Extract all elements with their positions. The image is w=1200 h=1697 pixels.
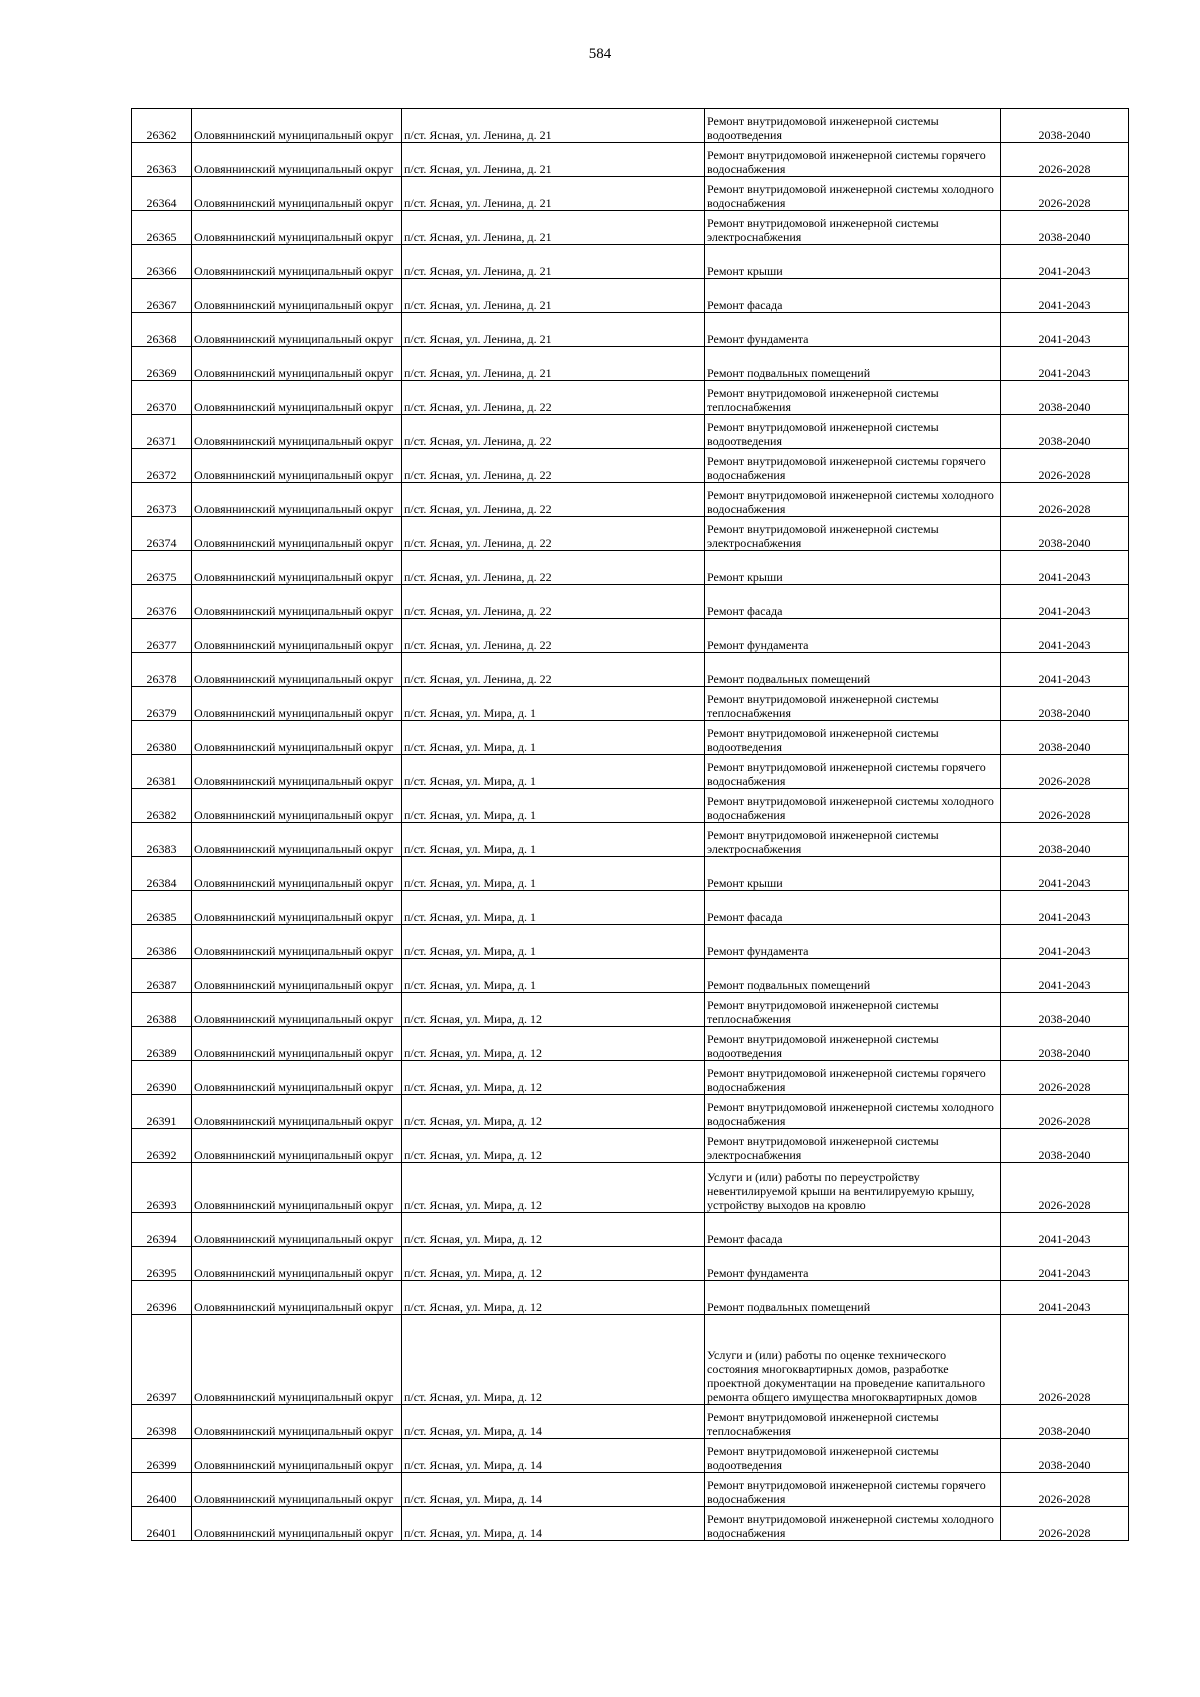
record-number: 26373 bbox=[132, 483, 192, 517]
repair-period: 2041-2043 bbox=[1001, 551, 1129, 585]
building-address: п/ст. Ясная, ул. Мира, д. 12 bbox=[402, 1027, 705, 1061]
repair-period: 2041-2043 bbox=[1001, 585, 1129, 619]
table-row bbox=[132, 517, 1129, 551]
district-name: Оловяннинский муниципальный округ bbox=[192, 177, 402, 211]
work-type: Ремонт фундамента bbox=[705, 925, 1001, 959]
repair-period: 2041-2043 bbox=[1001, 1247, 1129, 1281]
table-row bbox=[132, 415, 1129, 449]
district-name: Оловяннинский муниципальный округ bbox=[192, 483, 402, 517]
repair-period: 2041-2043 bbox=[1001, 925, 1129, 959]
district-name: Оловяннинский муниципальный округ bbox=[192, 1095, 402, 1129]
work-type: Ремонт внутридомовой инженерной системы горячего водоснабжения bbox=[705, 1061, 1001, 1095]
building-address: п/ст. Ясная, ул. Ленина, д. 22 bbox=[402, 449, 705, 483]
district-name: Оловяннинский муниципальный округ bbox=[192, 415, 402, 449]
district-name: Оловяннинский муниципальный округ bbox=[192, 789, 402, 823]
repair-period: 2038-2040 bbox=[1001, 1439, 1129, 1473]
district-name: Оловяннинский муниципальный округ bbox=[192, 517, 402, 551]
repair-period: 2026-2028 bbox=[1001, 789, 1129, 823]
work-type: Ремонт внутридомовой инженерной системы холодного водоснабжения bbox=[705, 483, 1001, 517]
record-number: 26362 bbox=[132, 109, 192, 143]
building-address: п/ст. Ясная, ул. Ленина, д. 21 bbox=[402, 313, 705, 347]
building-address: п/ст. Ясная, ул. Мира, д. 14 bbox=[402, 1507, 705, 1541]
building-address: п/ст. Ясная, ул. Ленина, д. 22 bbox=[402, 381, 705, 415]
record-number: 26398 bbox=[132, 1405, 192, 1439]
record-number: 26401 bbox=[132, 1507, 192, 1541]
table-row bbox=[132, 653, 1129, 687]
district-name: Оловяннинский муниципальный округ bbox=[192, 245, 402, 279]
building-address: п/ст. Ясная, ул. Мира, д. 12 bbox=[402, 1213, 705, 1247]
repair-period: 2026-2028 bbox=[1001, 1061, 1129, 1095]
record-number: 26380 bbox=[132, 721, 192, 755]
table-row bbox=[132, 313, 1129, 347]
record-number: 26391 bbox=[132, 1095, 192, 1129]
record-number: 26400 bbox=[132, 1473, 192, 1507]
district-name: Оловяннинский муниципальный округ bbox=[192, 857, 402, 891]
repair-period: 2041-2043 bbox=[1001, 653, 1129, 687]
building-address: п/ст. Ясная, ул. Мира, д. 1 bbox=[402, 925, 705, 959]
table-row bbox=[132, 245, 1129, 279]
table-row bbox=[132, 857, 1129, 891]
table-row bbox=[132, 551, 1129, 585]
building-address: п/ст. Ясная, ул. Мира, д. 12 bbox=[402, 1129, 705, 1163]
repair-period: 2026-2028 bbox=[1001, 143, 1129, 177]
table-row bbox=[132, 109, 1129, 143]
repair-period: 2038-2040 bbox=[1001, 823, 1129, 857]
table-row bbox=[132, 1061, 1129, 1095]
district-name: Оловяннинский муниципальный округ bbox=[192, 1507, 402, 1541]
district-name: Оловяннинский муниципальный округ bbox=[192, 211, 402, 245]
building-address: п/ст. Ясная, ул. Ленина, д. 21 bbox=[402, 279, 705, 313]
repair-period: 2038-2040 bbox=[1001, 1027, 1129, 1061]
building-address: п/ст. Ясная, ул. Мира, д. 1 bbox=[402, 857, 705, 891]
building-address: п/ст. Ясная, ул. Мира, д. 14 bbox=[402, 1439, 705, 1473]
repair-period: 2026-2028 bbox=[1001, 1163, 1129, 1213]
district-name: Оловяннинский муниципальный округ bbox=[192, 1247, 402, 1281]
building-address: п/ст. Ясная, ул. Мира, д. 1 bbox=[402, 959, 705, 993]
district-name: Оловяннинский муниципальный округ bbox=[192, 959, 402, 993]
table-row bbox=[132, 483, 1129, 517]
table-row bbox=[132, 585, 1129, 619]
record-number: 26389 bbox=[132, 1027, 192, 1061]
table-row bbox=[132, 1247, 1129, 1281]
work-type: Ремонт внутридомовой инженерной системы холодного водоснабжения bbox=[705, 1095, 1001, 1129]
building-address: п/ст. Ясная, ул. Мира, д. 1 bbox=[402, 789, 705, 823]
building-address: п/ст. Ясная, ул. Мира, д. 14 bbox=[402, 1405, 705, 1439]
district-name: Оловяннинский муниципальный округ bbox=[192, 585, 402, 619]
work-type: Ремонт крыши bbox=[705, 857, 1001, 891]
work-type: Ремонт подвальных помещений bbox=[705, 653, 1001, 687]
record-number: 26366 bbox=[132, 245, 192, 279]
record-number: 26388 bbox=[132, 993, 192, 1027]
repair-period: 2026-2028 bbox=[1001, 1507, 1129, 1541]
work-type: Ремонт внутридомовой инженерной системы электроснабжения bbox=[705, 823, 1001, 857]
building-address: п/ст. Ясная, ул. Мира, д. 12 bbox=[402, 1163, 705, 1213]
table-row bbox=[132, 1473, 1129, 1507]
district-name: Оловяннинский муниципальный округ bbox=[192, 823, 402, 857]
building-address: п/ст. Ясная, ул. Ленина, д. 21 bbox=[402, 347, 705, 381]
record-number: 26382 bbox=[132, 789, 192, 823]
record-number: 26376 bbox=[132, 585, 192, 619]
building-address: п/ст. Ясная, ул. Ленина, д. 21 bbox=[402, 245, 705, 279]
work-type: Ремонт внутридомовой инженерной системы горячего водоснабжения bbox=[705, 449, 1001, 483]
record-number: 26364 bbox=[132, 177, 192, 211]
building-address: п/ст. Ясная, ул. Мира, д. 14 bbox=[402, 1473, 705, 1507]
table-row bbox=[132, 347, 1129, 381]
building-address: п/ст. Ясная, ул. Ленина, д. 22 bbox=[402, 551, 705, 585]
district-name: Оловяннинский муниципальный округ bbox=[192, 1163, 402, 1213]
work-type: Ремонт фасада bbox=[705, 585, 1001, 619]
work-type: Ремонт фундамента bbox=[705, 619, 1001, 653]
district-name: Оловяннинский муниципальный округ bbox=[192, 721, 402, 755]
building-address: п/ст. Ясная, ул. Мира, д. 1 bbox=[402, 755, 705, 789]
repair-period: 2038-2040 bbox=[1001, 687, 1129, 721]
work-type: Ремонт крыши bbox=[705, 245, 1001, 279]
repair-period: 2041-2043 bbox=[1001, 619, 1129, 653]
record-number: 26379 bbox=[132, 687, 192, 721]
table-row bbox=[132, 687, 1129, 721]
record-number: 26378 bbox=[132, 653, 192, 687]
repair-period: 2041-2043 bbox=[1001, 347, 1129, 381]
repair-period: 2041-2043 bbox=[1001, 1281, 1129, 1315]
building-address: п/ст. Ясная, ул. Мира, д. 12 bbox=[402, 1281, 705, 1315]
table-row bbox=[132, 891, 1129, 925]
district-name: Оловяннинский муниципальный округ bbox=[192, 1027, 402, 1061]
table-row bbox=[132, 1439, 1129, 1473]
district-name: Оловяннинский муниципальный округ bbox=[192, 993, 402, 1027]
district-name: Оловяннинский муниципальный округ bbox=[192, 1281, 402, 1315]
building-address: п/ст. Ясная, ул. Ленина, д. 21 bbox=[402, 143, 705, 177]
work-type: Ремонт внутридомовой инженерной системы горячего водоснабжения bbox=[705, 1473, 1001, 1507]
work-type: Ремонт подвальных помещений bbox=[705, 1281, 1001, 1315]
record-number: 26372 bbox=[132, 449, 192, 483]
repair-period: 2038-2040 bbox=[1001, 517, 1129, 551]
district-name: Оловяннинский муниципальный округ bbox=[192, 313, 402, 347]
district-name: Оловяннинский муниципальный округ bbox=[192, 1061, 402, 1095]
table-row bbox=[132, 789, 1129, 823]
work-type: Услуги и (или) работы по переустройству невентилируемой крыши на вентилируемую крышу, устройству выходов на кровлю bbox=[705, 1163, 1001, 1213]
district-name: Оловяннинский муниципальный округ bbox=[192, 279, 402, 313]
repair-period: 2038-2040 bbox=[1001, 211, 1129, 245]
page-number: 584 bbox=[588, 46, 612, 62]
repair-period: 2026-2028 bbox=[1001, 1315, 1129, 1405]
building-address: п/ст. Ясная, ул. Ленина, д. 21 bbox=[402, 109, 705, 143]
work-type: Ремонт подвальных помещений bbox=[705, 347, 1001, 381]
district-name: Оловяннинский муниципальный округ bbox=[192, 1405, 402, 1439]
record-number: 26387 bbox=[132, 959, 192, 993]
building-address: п/ст. Ясная, ул. Мира, д. 1 bbox=[402, 891, 705, 925]
district-name: Оловяннинский муниципальный округ bbox=[192, 687, 402, 721]
building-address: п/ст. Ясная, ул. Ленина, д. 22 bbox=[402, 483, 705, 517]
repair-period: 2038-2040 bbox=[1001, 109, 1129, 143]
table-row bbox=[132, 177, 1129, 211]
district-name: Оловяннинский муниципальный округ bbox=[192, 143, 402, 177]
work-type: Ремонт фасада bbox=[705, 1213, 1001, 1247]
record-number: 26369 bbox=[132, 347, 192, 381]
work-type: Ремонт внутридомовой инженерной системы водоотведения bbox=[705, 1027, 1001, 1061]
building-address: п/ст. Ясная, ул. Мира, д. 12 bbox=[402, 1315, 705, 1405]
repair-period: 2038-2040 bbox=[1001, 381, 1129, 415]
repair-period: 2038-2040 bbox=[1001, 993, 1129, 1027]
work-type: Ремонт фасада bbox=[705, 279, 1001, 313]
repair-period: 2038-2040 bbox=[1001, 415, 1129, 449]
repair-period: 2026-2028 bbox=[1001, 449, 1129, 483]
building-address: п/ст. Ясная, ул. Мира, д. 12 bbox=[402, 1095, 705, 1129]
table-row bbox=[132, 925, 1129, 959]
record-number: 26395 bbox=[132, 1247, 192, 1281]
repair-period: 2026-2028 bbox=[1001, 483, 1129, 517]
table-row bbox=[132, 449, 1129, 483]
building-address: п/ст. Ясная, ул. Ленина, д. 22 bbox=[402, 619, 705, 653]
district-name: Оловяннинский муниципальный округ bbox=[192, 653, 402, 687]
building-address: п/ст. Ясная, ул. Ленина, д. 22 bbox=[402, 517, 705, 551]
table-row bbox=[132, 143, 1129, 177]
work-type: Услуги и (или) работы по оценке технического состояния многоквартирных домов, разработке проектной документации на проведение капитального ремонта общего имущества многоквартирных домов bbox=[705, 1315, 1001, 1405]
record-number: 26397 bbox=[132, 1315, 192, 1405]
table-row bbox=[132, 619, 1129, 653]
record-number: 26394 bbox=[132, 1213, 192, 1247]
table-row bbox=[132, 1095, 1129, 1129]
work-type: Ремонт внутридомовой инженерной системы водоотведения bbox=[705, 415, 1001, 449]
repair-period: 2041-2043 bbox=[1001, 959, 1129, 993]
building-address: п/ст. Ясная, ул. Мира, д. 12 bbox=[402, 993, 705, 1027]
table-row bbox=[132, 211, 1129, 245]
record-number: 26368 bbox=[132, 313, 192, 347]
work-type: Ремонт внутридомовой инженерной системы электроснабжения bbox=[705, 1129, 1001, 1163]
district-name: Оловяннинский муниципальный округ bbox=[192, 551, 402, 585]
building-address: п/ст. Ясная, ул. Ленина, д. 22 bbox=[402, 415, 705, 449]
record-number: 26399 bbox=[132, 1439, 192, 1473]
record-number: 26377 bbox=[132, 619, 192, 653]
work-type: Ремонт подвальных помещений bbox=[705, 959, 1001, 993]
district-name: Оловяннинский муниципальный округ bbox=[192, 109, 402, 143]
record-number: 26381 bbox=[132, 755, 192, 789]
district-name: Оловяннинский муниципальный округ bbox=[192, 619, 402, 653]
table-row bbox=[132, 1213, 1129, 1247]
repair-period: 2038-2040 bbox=[1001, 721, 1129, 755]
building-address: п/ст. Ясная, ул. Ленина, д. 22 bbox=[402, 585, 705, 619]
table-row bbox=[132, 381, 1129, 415]
table-row bbox=[132, 1129, 1129, 1163]
repair-period: 2041-2043 bbox=[1001, 279, 1129, 313]
repair-period: 2026-2028 bbox=[1001, 1473, 1129, 1507]
table-row bbox=[132, 993, 1129, 1027]
work-type: Ремонт внутридомовой инженерной системы холодного водоснабжения bbox=[705, 789, 1001, 823]
table-row bbox=[132, 1507, 1129, 1541]
record-number: 26365 bbox=[132, 211, 192, 245]
record-number: 26371 bbox=[132, 415, 192, 449]
building-address: п/ст. Ясная, ул. Ленина, д. 21 bbox=[402, 211, 705, 245]
work-type: Ремонт внутридомовой инженерной системы электроснабжения bbox=[705, 517, 1001, 551]
table-row bbox=[132, 755, 1129, 789]
record-number: 26386 bbox=[132, 925, 192, 959]
building-address: п/ст. Ясная, ул. Ленина, д. 21 bbox=[402, 177, 705, 211]
building-address: п/ст. Ясная, ул. Мира, д. 12 bbox=[402, 1247, 705, 1281]
table-row bbox=[132, 1027, 1129, 1061]
district-name: Оловяннинский муниципальный округ bbox=[192, 1213, 402, 1247]
record-number: 26385 bbox=[132, 891, 192, 925]
record-number: 26374 bbox=[132, 517, 192, 551]
district-name: Оловяннинский муниципальный округ bbox=[192, 381, 402, 415]
district-name: Оловяннинский муниципальный округ bbox=[192, 1315, 402, 1405]
building-address: п/ст. Ясная, ул. Мира, д. 1 bbox=[402, 687, 705, 721]
building-address: п/ст. Ясная, ул. Ленина, д. 22 bbox=[402, 653, 705, 687]
district-name: Оловяннинский муниципальный округ bbox=[192, 347, 402, 381]
record-number: 26396 bbox=[132, 1281, 192, 1315]
work-type: Ремонт внутридомовой инженерной системы теплоснабжения bbox=[705, 381, 1001, 415]
district-name: Оловяннинский муниципальный округ bbox=[192, 891, 402, 925]
registry-table-body bbox=[132, 109, 1129, 1541]
table-row bbox=[132, 721, 1129, 755]
work-type: Ремонт фасада bbox=[705, 891, 1001, 925]
record-number: 26390 bbox=[132, 1061, 192, 1095]
repair-period: 2026-2028 bbox=[1001, 755, 1129, 789]
table-row bbox=[132, 823, 1129, 857]
table-row bbox=[132, 1315, 1129, 1405]
repair-period: 2026-2028 bbox=[1001, 1095, 1129, 1129]
table-row bbox=[132, 959, 1129, 993]
work-type: Ремонт внутридомовой инженерной системы теплоснабжения bbox=[705, 687, 1001, 721]
repair-period: 2041-2043 bbox=[1001, 891, 1129, 925]
table-row bbox=[132, 1405, 1129, 1439]
work-type: Ремонт внутридомовой инженерной системы холодного водоснабжения bbox=[705, 1507, 1001, 1541]
repair-period: 2041-2043 bbox=[1001, 1213, 1129, 1247]
table-row bbox=[132, 1281, 1129, 1315]
record-number: 26363 bbox=[132, 143, 192, 177]
work-type: Ремонт внутридомовой инженерной системы горячего водоснабжения bbox=[705, 143, 1001, 177]
record-number: 26384 bbox=[132, 857, 192, 891]
registry-table bbox=[131, 108, 1129, 1541]
record-number: 26370 bbox=[132, 381, 192, 415]
district-name: Оловяннинский муниципальный округ bbox=[192, 1473, 402, 1507]
work-type: Ремонт внутридомовой инженерной системы теплоснабжения bbox=[705, 993, 1001, 1027]
repair-period: 2041-2043 bbox=[1001, 245, 1129, 279]
district-name: Оловяннинский муниципальный округ bbox=[192, 449, 402, 483]
record-number: 26367 bbox=[132, 279, 192, 313]
repair-period: 2026-2028 bbox=[1001, 177, 1129, 211]
work-type: Ремонт внутридомовой инженерной системы теплоснабжения bbox=[705, 1405, 1001, 1439]
work-type: Ремонт внутридомовой инженерной системы водоотведения bbox=[705, 109, 1001, 143]
record-number: 26383 bbox=[132, 823, 192, 857]
record-number: 26375 bbox=[132, 551, 192, 585]
work-type: Ремонт фундамента bbox=[705, 1247, 1001, 1281]
table-row bbox=[132, 279, 1129, 313]
table-row bbox=[132, 1163, 1129, 1213]
repair-period: 2041-2043 bbox=[1001, 313, 1129, 347]
work-type: Ремонт внутридомовой инженерной системы горячего водоснабжения bbox=[705, 755, 1001, 789]
district-name: Оловяннинский муниципальный округ bbox=[192, 1439, 402, 1473]
district-name: Оловяннинский муниципальный округ bbox=[192, 925, 402, 959]
building-address: п/ст. Ясная, ул. Мира, д. 1 bbox=[402, 721, 705, 755]
repair-period: 2038-2040 bbox=[1001, 1129, 1129, 1163]
record-number: 26392 bbox=[132, 1129, 192, 1163]
work-type: Ремонт внутридомовой инженерной системы электроснабжения bbox=[705, 211, 1001, 245]
repair-period: 2038-2040 bbox=[1001, 1405, 1129, 1439]
work-type: Ремонт крыши bbox=[705, 551, 1001, 585]
district-name: Оловяннинский муниципальный округ bbox=[192, 1129, 402, 1163]
repair-period: 2041-2043 bbox=[1001, 857, 1129, 891]
work-type: Ремонт внутридомовой инженерной системы холодного водоснабжения bbox=[705, 177, 1001, 211]
work-type: Ремонт внутридомовой инженерной системы водоотведения bbox=[705, 1439, 1001, 1473]
work-type: Ремонт внутридомовой инженерной системы водоотведения bbox=[705, 721, 1001, 755]
building-address: п/ст. Ясная, ул. Мира, д. 1 bbox=[402, 823, 705, 857]
work-type: Ремонт фундамента bbox=[705, 313, 1001, 347]
building-address: п/ст. Ясная, ул. Мира, д. 12 bbox=[402, 1061, 705, 1095]
record-number: 26393 bbox=[132, 1163, 192, 1213]
district-name: Оловяннинский муниципальный округ bbox=[192, 755, 402, 789]
